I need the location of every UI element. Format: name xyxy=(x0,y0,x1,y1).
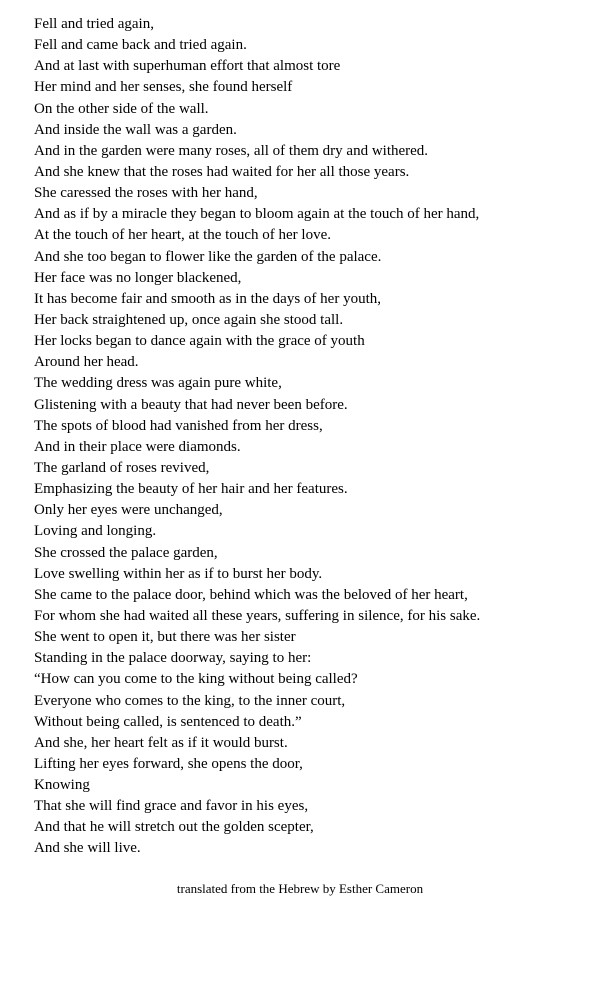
poem-line: Her face was no longer blackened, xyxy=(34,269,242,286)
poem-line: On the other side of the wall. xyxy=(34,100,209,117)
poem-line: Around her head. xyxy=(34,354,139,371)
poem-line: Fell and came back and tried again. xyxy=(34,37,247,54)
poem-line: Only her eyes were unchanged, xyxy=(34,502,223,519)
poem-line: And she, her heart felt as if it would burst. xyxy=(34,734,288,751)
poem-line: And in the garden were many roses, all of them dry and withered. xyxy=(34,142,429,159)
poem-line: And as if by a miracle they began to bloom again at the touch of her hand, xyxy=(34,206,480,223)
poem-line: The garland of roses revived, xyxy=(34,459,210,476)
poem-text xyxy=(34,14,594,860)
poem-line: Glistening with a beauty that had never been before. xyxy=(34,396,348,413)
poem-line: She came to the palace door, behind which was the beloved of her heart, xyxy=(34,586,468,603)
poem-line: Emphasizing the beauty of her hair and her features. xyxy=(34,481,348,498)
poem-line: Love swelling within her as if to burst her body. xyxy=(34,565,323,582)
poem-line: Knowing xyxy=(34,777,90,794)
poem-line: Standing in the palace doorway, saying to her: xyxy=(34,650,312,667)
poem-line: And she will live. xyxy=(34,840,141,857)
poem-line: And inside the wall was a garden. xyxy=(34,121,237,138)
translator-credit: translated from the Hebrew by Esther Cameron xyxy=(176,881,424,896)
poem-line: She crossed the palace garden, xyxy=(34,544,218,561)
poem-line: Lifting her eyes forward, she opens the door, xyxy=(34,755,303,772)
poem-line: The wedding dress was again pure white, xyxy=(34,375,282,392)
poem-line: That she will find grace and favor in his eyes, xyxy=(34,798,309,815)
poem-line: At the touch of her heart, at the touch of her love. xyxy=(34,227,331,244)
poem-line: Fell and tried again, xyxy=(34,16,154,32)
poem-line: And at last with superhuman effort that almost tore xyxy=(34,58,341,75)
poem-line: Everyone who comes to the king, to the inner court, xyxy=(34,692,346,709)
poem-line: Without being called, is sentenced to death.” xyxy=(34,713,302,730)
poem-line: “How can you come to the king without being called? xyxy=(34,671,358,688)
poem-line: Her mind and her senses, she found herself xyxy=(34,79,293,96)
poem-line: She caressed the roses with her hand, xyxy=(34,185,258,202)
poem-line: And she too began to flower like the garden of the palace. xyxy=(34,248,382,265)
poem-line: The spots of blood had vanished from her dress, xyxy=(34,417,323,434)
poem-line: And in their place were diamonds. xyxy=(34,438,241,455)
poem-line: Loving and longing. xyxy=(34,523,157,540)
poem-line: And that he will stretch out the golden scepter, xyxy=(34,819,314,836)
poem-line: For whom she had waited all these years, suffering in silence, for his sake. xyxy=(34,607,481,624)
poem-line: And she knew that the roses had waited for her all those years. xyxy=(34,163,410,180)
poem-line: Her locks began to dance again with the grace of youth xyxy=(34,333,365,350)
poem-line: It has become fair and smooth as in the days of her youth, xyxy=(34,290,381,307)
poem-line: Her back straightened up, once again she stood tall. xyxy=(34,311,344,328)
poem-line: She went to open it, but there was her sister xyxy=(34,629,296,646)
